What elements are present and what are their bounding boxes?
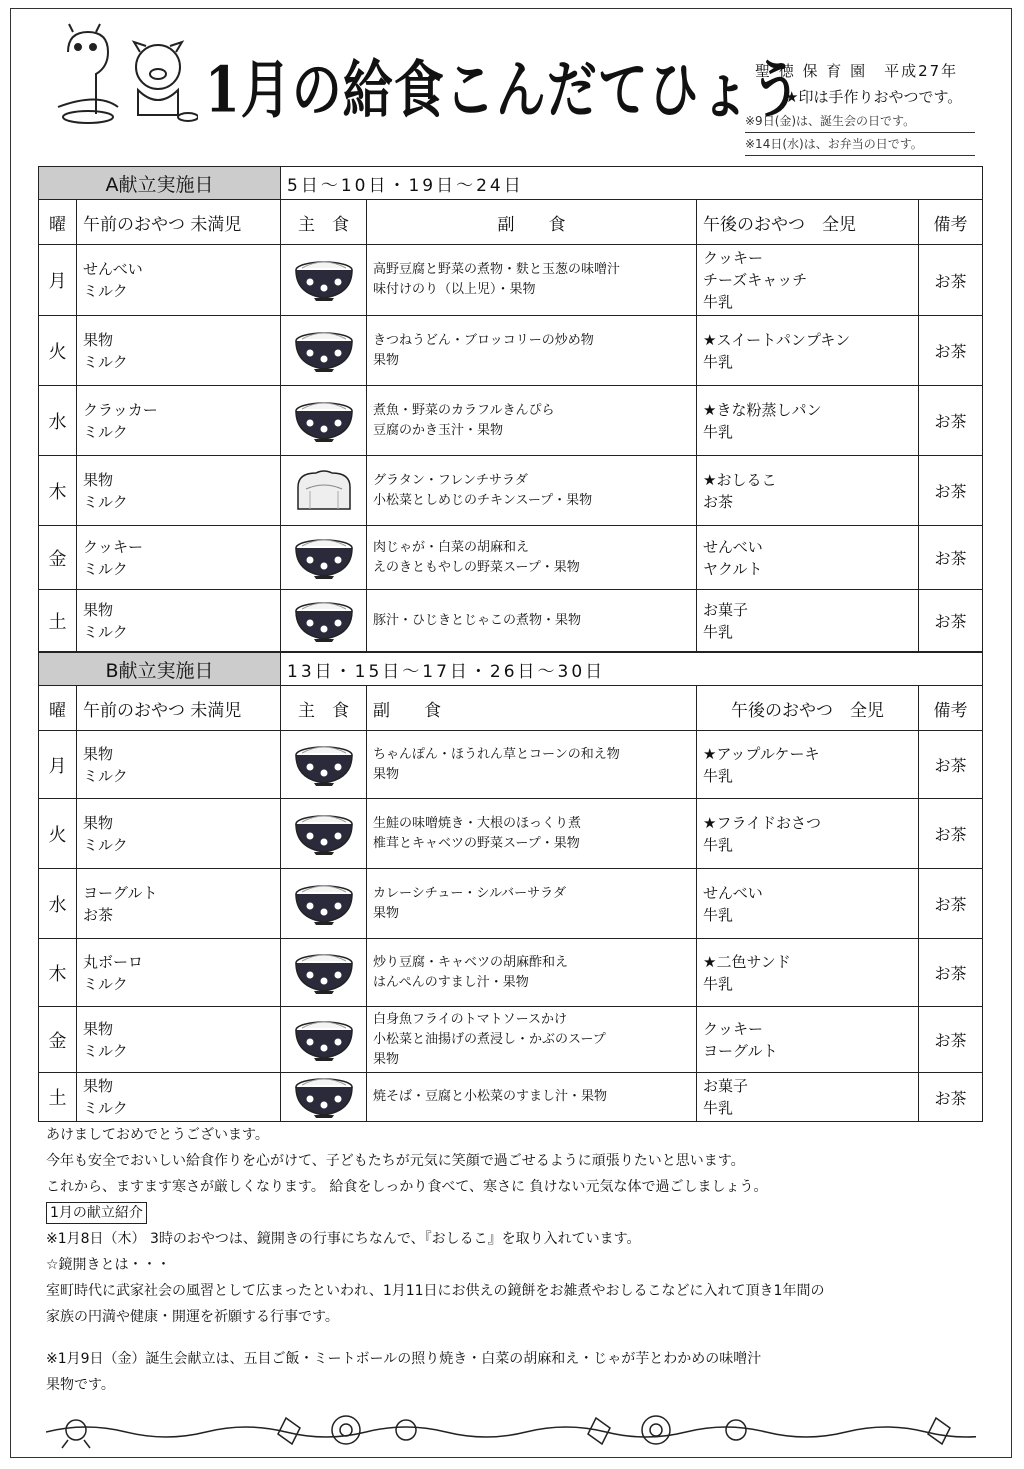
- info-box: [745, 58, 985, 156]
- cell-line: ★二色サンド: [703, 952, 791, 971]
- cell-line: ヨーグルト: [703, 1041, 778, 1060]
- cell-line: お菓子: [703, 1077, 749, 1095]
- header-am-snack: 午前のおやつ 未満児: [77, 200, 281, 245]
- table-row: [39, 1073, 983, 1122]
- kite-border-decoration-icon: [46, 1410, 976, 1450]
- cell-line: 牛乳: [703, 974, 734, 993]
- header-day: 曜: [39, 686, 77, 731]
- am-snack-cell: [77, 799, 281, 869]
- cell-line: ミルク: [83, 282, 128, 300]
- message-block: [46, 1122, 976, 1398]
- header-day: 曜: [39, 200, 77, 245]
- cell-line: 炒り豆腐・キャベツの胡麻酢和え: [373, 954, 569, 970]
- staple-cell: [281, 386, 367, 456]
- cell-line: 肉じゃが・白菜の胡麻和え: [373, 539, 530, 555]
- rice-bowl-icon: [281, 743, 366, 787]
- note-cell: お茶: [919, 1073, 983, 1122]
- page-title: 1月の給食こんだてひょう: [205, 52, 802, 127]
- section-b-label: B献立実施日: [39, 653, 281, 686]
- message-line: 家族の円満や健康・開運を祈願する行事です。: [46, 1309, 339, 1325]
- am-snack-cell: [77, 526, 281, 590]
- rice-bowl-icon: [281, 951, 366, 995]
- cell-line: せんべい: [83, 260, 143, 278]
- header-pm-snack: 午後のおやつ 全児: [697, 200, 919, 245]
- side-dish-cell: [367, 316, 697, 386]
- am-snack-cell: [77, 939, 281, 1007]
- day-cell: 月: [39, 245, 77, 316]
- rice-bowl-icon: [281, 536, 366, 580]
- cell-line: ★スイートパンプキン: [703, 330, 851, 349]
- side-dish-cell: [367, 799, 697, 869]
- cell-line: 果物: [373, 352, 400, 368]
- pm-snack-cell: [697, 1007, 919, 1073]
- side-dish-cell: [367, 386, 697, 456]
- cell-line: 果物: [83, 600, 114, 619]
- cell-line: はんぺんのすまし汁・果物: [373, 974, 529, 990]
- day-cell: 木: [39, 939, 77, 1007]
- am-snack-cell: [77, 869, 281, 939]
- cell-line: ミルク: [83, 422, 128, 441]
- side-dish-cell: [367, 731, 697, 799]
- cell-line: 牛乳: [703, 766, 734, 785]
- side-dish-cell: [367, 1007, 697, 1073]
- message-line: あけましておめでとうございます。: [46, 1127, 269, 1143]
- staple-cell: [281, 245, 367, 316]
- table-row: [39, 799, 983, 869]
- side-dish-cell: [367, 590, 697, 652]
- header-note: 備考: [919, 200, 983, 245]
- pm-snack-cell: [697, 526, 919, 590]
- cell-line: ミルク: [83, 1099, 128, 1117]
- bread-icon: [281, 469, 366, 513]
- header-staple: 主 食: [281, 686, 367, 731]
- section-b-dates: 13日・15日〜17日・26日〜30日: [281, 653, 983, 686]
- am-snack-cell: [77, 245, 281, 316]
- section-b-header: [39, 653, 983, 686]
- am-snack-cell: [77, 316, 281, 386]
- cell-line: ★フライドおさつ: [703, 813, 822, 832]
- cell-line: 果物: [83, 330, 114, 349]
- side-dish-cell: [367, 1073, 697, 1122]
- menu-table-b: [38, 652, 983, 1122]
- cell-line: ★きな粉蒸しパン: [703, 400, 822, 419]
- cell-line: ミルク: [83, 622, 128, 641]
- note-cell: お茶: [919, 869, 983, 939]
- staple-cell: [281, 799, 367, 869]
- day-cell: 月: [39, 731, 77, 799]
- cell-line: 果物: [373, 1051, 400, 1067]
- am-snack-cell: [77, 731, 281, 799]
- message-line: ☆鏡開きとは・・・: [46, 1257, 171, 1273]
- cell-line: お菓子: [703, 600, 749, 619]
- table-row: [39, 316, 983, 386]
- day-cell: 火: [39, 316, 77, 386]
- cell-line: 生鮭の味噌焼き・大根のほっくり煮: [373, 815, 582, 831]
- cell-line: ミルク: [83, 492, 128, 511]
- message-line: 今年も安全でおいしい給食作りを心がけて、子どもたちが元気に笑顔で過ごせるように頑張りたいと思います。: [46, 1153, 745, 1169]
- header-pm-snack: 午後のおやつ 全児: [697, 686, 919, 731]
- note-cell: お茶: [919, 456, 983, 526]
- am-snack-cell: [77, 590, 281, 652]
- cell-line: 果物: [83, 813, 114, 832]
- side-dish-cell: [367, 456, 697, 526]
- cell-line: 椎茸とキャベツの野菜スープ・果物: [373, 835, 580, 851]
- header-side: 副 食: [367, 686, 697, 731]
- column-headers-b: [39, 686, 983, 731]
- bento-note: ※14日(水)は、お弁当の日です。: [745, 133, 975, 156]
- cell-line: 果物: [83, 470, 114, 489]
- note-cell: お茶: [919, 939, 983, 1007]
- day-cell: 木: [39, 456, 77, 526]
- cell-line: ミルク: [83, 766, 128, 785]
- table-row: [39, 731, 983, 799]
- table-row: [39, 869, 983, 939]
- cell-line: 煮魚・野菜のカラフルきんぴら: [373, 402, 555, 418]
- note-cell: お茶: [919, 245, 983, 316]
- cell-line: ミルク: [83, 1041, 128, 1060]
- pm-snack-cell: [697, 731, 919, 799]
- staple-cell: [281, 731, 367, 799]
- cell-line: クッキー: [703, 1019, 764, 1038]
- staple-cell: [281, 526, 367, 590]
- pm-snack-cell: [697, 869, 919, 939]
- table-row: [39, 939, 983, 1007]
- cell-line: 果物: [83, 744, 114, 763]
- school-name: 聖 徳 保 育 園 平成27年: [755, 62, 959, 80]
- staple-cell: [281, 590, 367, 652]
- cell-line: 牛乳: [703, 622, 734, 641]
- intro-label: 1月の献立紹介: [46, 1202, 147, 1224]
- pm-snack-cell: [697, 456, 919, 526]
- handmade-note: ★印は手作りおやつです。: [785, 88, 963, 106]
- cell-line: ちゃんぽん・ほうれん草とコーンの和え物: [373, 746, 620, 762]
- staple-cell: [281, 456, 367, 526]
- staple-cell: [281, 316, 367, 386]
- cell-line: お茶: [703, 492, 734, 511]
- cell-line: クッキー: [83, 537, 144, 556]
- table-row: [39, 1007, 983, 1073]
- note-cell: お茶: [919, 731, 983, 799]
- message-line: 果物です。: [46, 1377, 115, 1393]
- cell-line: 焼そば・豆腐と小松菜のすまし汁・果物: [373, 1089, 608, 1104]
- rice-bowl-icon: [281, 329, 366, 373]
- cell-line: 高野豆腐と野菜の煮物・麩と玉葱の味噌汁: [373, 262, 621, 277]
- day-cell: 火: [39, 799, 77, 869]
- am-snack-cell: [77, 456, 281, 526]
- cell-line: 果物: [373, 766, 400, 782]
- column-headers-a: [39, 200, 983, 245]
- cell-line: 丸ボーロ: [83, 952, 144, 971]
- header-staple: 主 食: [281, 200, 367, 245]
- section-a-header: [39, 167, 983, 200]
- table-row: [39, 386, 983, 456]
- cell-line: 牛乳: [703, 422, 734, 441]
- cell-line: ミルク: [83, 974, 128, 993]
- cell-line: 牛乳: [703, 1099, 734, 1117]
- cell-line: ミルク: [83, 835, 128, 854]
- table-row: [39, 526, 983, 590]
- note-cell: お茶: [919, 386, 983, 456]
- note-cell: お茶: [919, 1007, 983, 1073]
- cell-line: ヨーグルト: [83, 883, 158, 902]
- cell-line: ★アップルケーキ: [703, 744, 820, 763]
- pm-snack-cell: [697, 799, 919, 869]
- day-cell: 水: [39, 869, 77, 939]
- cell-line: 牛乳: [703, 352, 734, 371]
- cell-line: 牛乳: [703, 905, 734, 924]
- cell-line: お茶: [83, 905, 114, 924]
- cell-line: クラッカー: [83, 400, 158, 419]
- pm-snack-cell: [697, 316, 919, 386]
- day-cell: 水: [39, 386, 77, 456]
- cell-line: 牛乳: [703, 835, 734, 854]
- message-line: ※1月8日（木） 3時のおやつは、鏡開きの行事にちなんで、『おしるこ』を取り入れています。: [46, 1231, 641, 1247]
- cell-line: 小松菜としめじのチキンスープ・果物: [373, 492, 593, 508]
- note-cell: お茶: [919, 799, 983, 869]
- cell-line: カレーシチュー・シルバーサラダ: [373, 885, 567, 901]
- rice-bowl-icon: [281, 258, 366, 302]
- rice-bowl-icon: [281, 399, 366, 443]
- am-snack-cell: [77, 1073, 281, 1122]
- cell-line: 豚汁・ひじきとじゃこの煮物・果物: [373, 612, 582, 628]
- rice-bowl-icon: [281, 1075, 366, 1119]
- cell-line: グラタン・フレンチサラダ: [373, 472, 528, 488]
- day-cell: 土: [39, 1073, 77, 1122]
- header-note: 備考: [919, 686, 983, 731]
- note-cell: お茶: [919, 316, 983, 386]
- birthday-note: ※9日(金)は、誕生会の日です。: [745, 110, 975, 133]
- cell-line: せんべい: [703, 883, 763, 902]
- rice-bowl-icon: [281, 599, 366, 643]
- cell-line: えのきともやしの野菜スープ・果物: [373, 559, 580, 575]
- pm-snack-cell: [697, 939, 919, 1007]
- note-cell: お茶: [919, 590, 983, 652]
- section-a-dates: 5日〜10日・19日〜24日: [281, 167, 983, 200]
- header-side: 副 食: [367, 200, 697, 245]
- table-row: [39, 245, 983, 316]
- am-snack-cell: [77, 386, 281, 456]
- am-snack-cell: [77, 1007, 281, 1073]
- cell-line: ミルク: [83, 559, 128, 578]
- staple-cell: [281, 1073, 367, 1122]
- cell-line: 果物: [83, 1019, 114, 1038]
- staple-cell: [281, 869, 367, 939]
- section-a-label: A献立実施日: [39, 167, 281, 200]
- cell-line: ★おしるこ: [703, 470, 777, 489]
- cell-line: 果物: [83, 1077, 114, 1095]
- pm-snack-cell: [697, 245, 919, 316]
- message-line: 室町時代に武家社会の風習として広まったといわれ、1月11日にお供えの鏡餅をお雑煮やおしるこなどに入れて頂き1年間の: [46, 1283, 825, 1299]
- cell-line: 白身魚フライのトマトソースかけ: [373, 1011, 567, 1027]
- cell-line: せんべい: [703, 537, 763, 556]
- side-dish-cell: [367, 526, 697, 590]
- side-dish-cell: [367, 245, 697, 316]
- pm-snack-cell: [697, 590, 919, 652]
- cell-line: ヤクルト: [703, 559, 763, 578]
- staple-cell: [281, 939, 367, 1007]
- cell-line: ミルク: [83, 352, 128, 371]
- cell-line: 果物: [373, 905, 400, 921]
- day-cell: 土: [39, 590, 77, 652]
- cell-line: 牛乳: [703, 293, 734, 311]
- rice-bowl-icon: [281, 882, 366, 926]
- cell-line: クッキー: [703, 249, 764, 267]
- pm-snack-cell: [697, 386, 919, 456]
- cell-line: 味付けのり（以上児）・果物: [373, 282, 536, 297]
- pm-snack-cell: [697, 1073, 919, 1122]
- cell-line: 小松菜と油揚げの煮浸し・かぶのスープ: [373, 1031, 606, 1047]
- giraffe-pig-mascot-icon: [48, 22, 198, 132]
- table-row: [39, 590, 983, 652]
- header-am-snack: 午前のおやつ 未満児: [77, 686, 281, 731]
- rice-bowl-icon: [281, 812, 366, 856]
- day-cell: 金: [39, 526, 77, 590]
- table-row: [39, 456, 983, 526]
- day-cell: 金: [39, 1007, 77, 1073]
- cell-line: 豆腐のかき玉汁・果物: [373, 422, 504, 438]
- cell-line: チーズキャッチ: [703, 271, 808, 289]
- side-dish-cell: [367, 939, 697, 1007]
- staple-cell: [281, 1007, 367, 1073]
- message-line: ※1月9日（金）誕生会献立は、五目ご飯・ミートボールの照り焼き・白菜の胡麻和え・じゃが芋とわかめの味噌汁: [46, 1351, 762, 1367]
- note-cell: お茶: [919, 526, 983, 590]
- menu-table-a: [38, 166, 983, 652]
- cell-line: きつねうどん・ブロッコリーの炒め物: [373, 332, 594, 348]
- message-line: これから、ますます寒さが厳しくなります。 給食をしっかり食べて、寒さに 負けない元気な体で過ごしましょう。: [46, 1179, 768, 1195]
- rice-bowl-icon: [281, 1018, 366, 1062]
- side-dish-cell: [367, 869, 697, 939]
